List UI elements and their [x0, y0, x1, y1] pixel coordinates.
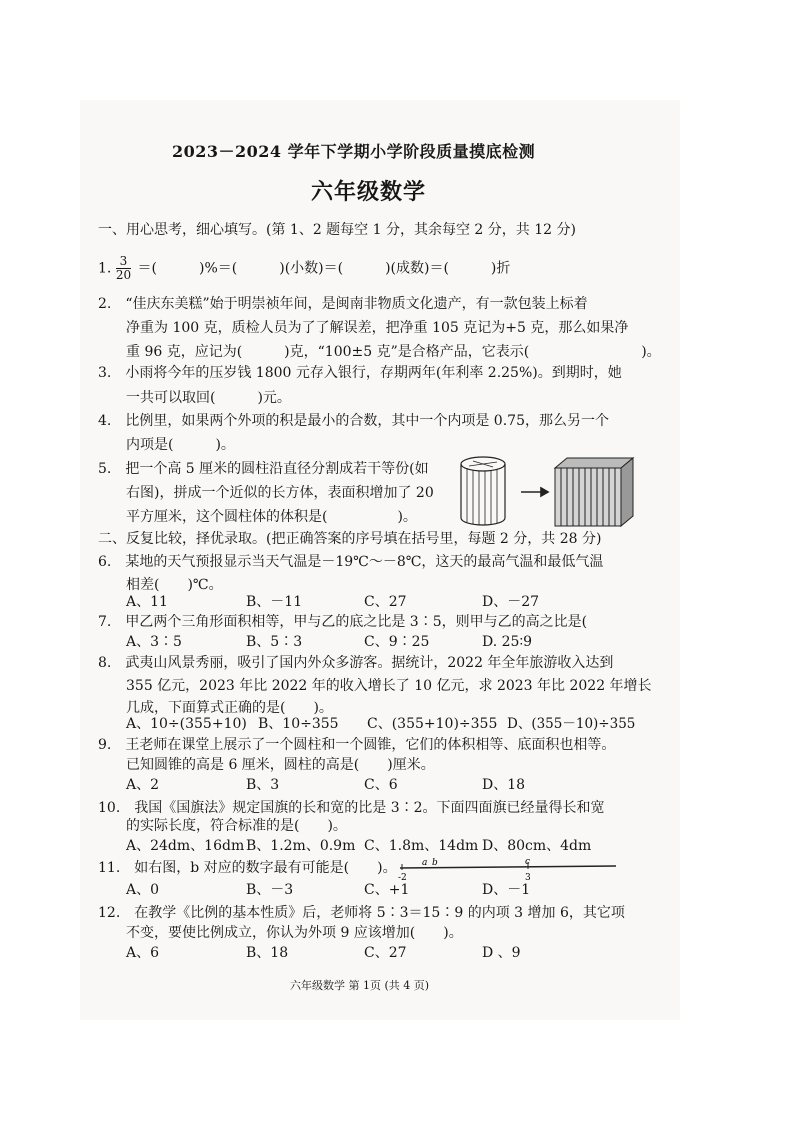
- fraction-denominator: 20: [115, 268, 132, 282]
- question-7-option-b: B、5∶3: [246, 634, 303, 650]
- question-10-line-1: 10. 我国《国旗法》规定国旗的长和宽的比是 3∶2。下面四面旗已经量得长和宽: [98, 800, 605, 816]
- cuboid-illustration: [555, 458, 633, 526]
- cylinder-to-cuboid-figure: [455, 452, 645, 532]
- section-1-heading: 一、用心思考，细心填写。(第 1、2 题每空 1 分，其余每空 2 分，共 12 分): [98, 222, 576, 238]
- question-11-line-1: 11. 如右图，b 对应的数字最有可能是( )。: [98, 860, 397, 876]
- question-2-line-1: 2. “佳庆东美糕”始于明崇祯年间，是闽南非物质文化遗产，有一款包装上标着: [98, 296, 588, 312]
- question-9-option-c: C、6: [364, 777, 398, 793]
- section-2-heading: 二、反复比较，择优录取。(把正确答案的序号填在括号里，每题 2 分，共 28 分): [98, 531, 602, 547]
- label-b: b: [432, 858, 438, 868]
- question-9-option-a: A、2: [126, 777, 160, 793]
- question-8-option-d: D、(355－10)÷355: [507, 716, 636, 732]
- question-10-option-a: A、24dm、16dm: [126, 838, 245, 854]
- question-7-option-c: C、9∶25: [364, 634, 430, 650]
- question-10-option-d: D、80cm、4dm: [482, 838, 592, 854]
- exam-title: 2023－2024 学年下学期小学阶段质量摸底检测: [172, 142, 536, 161]
- number-line-figure: [398, 856, 618, 882]
- question-1: [98, 255, 510, 282]
- question-6-line-2: 相差( )℃。: [126, 577, 223, 593]
- question-12-option-a: A、6: [126, 945, 160, 961]
- fraction-numerator: 3: [116, 255, 131, 269]
- question-4-line-1: 4. 比例里，如果两个外项的积是最小的合数，其中一个内项是 0.75，那么另一个: [98, 413, 609, 429]
- question-11-option-c: C、+1: [364, 882, 410, 898]
- question-11-option-d: D、－1: [482, 882, 531, 898]
- question-4-line-2: 内项是( )。: [126, 437, 235, 453]
- question-7-option-a: A、3∶5: [126, 634, 182, 650]
- question-text: ＝( )%＝( )(小数)＝( )(成数)＝( )折: [137, 260, 511, 277]
- cylinder-illustration: [461, 457, 505, 525]
- question-number: 1.: [98, 260, 112, 277]
- question-2-line-3: 重 96 克，应记为( )克，“100±5 克”是合格产品，它表示( )。: [126, 344, 661, 360]
- question-8-line-2: 355 亿元，2023 年比 2022 年的收入增长了 10 亿元，求 2023 年比 2022 年增长: [126, 678, 652, 694]
- question-8-option-c: C、(355+10)÷355: [367, 716, 498, 732]
- question-9-option-b: B、3: [246, 777, 280, 793]
- question-7-option-d: D. 25∶9: [482, 634, 532, 650]
- label-a: a: [422, 858, 428, 868]
- question-3-line-2: 一共可以取回( )元。: [126, 390, 291, 406]
- question-7-line-1: 7. 甲乙两个三角形面积相等，甲与乙的底之比是 3∶5，则甲与乙的高之比是(: [98, 614, 588, 630]
- question-6-option-a: A、11: [126, 594, 168, 610]
- question-6-option-c: C、27: [364, 594, 407, 610]
- label-c: c: [525, 857, 531, 867]
- fraction: [116, 255, 131, 282]
- question-11-option-a: A、0: [126, 882, 160, 898]
- subject-title: 六年级数学: [311, 179, 427, 205]
- question-5-line-3: 平方厘米，这个圆柱体的体积是( )。: [126, 509, 417, 525]
- question-9-option-d: D、18: [482, 777, 526, 793]
- question-12-line-1: 12. 在教学《比例的基本性质》后，老师将 5∶3＝15∶9 的内项 3 增加 6，其它项: [98, 905, 625, 921]
- question-12-line-2: 不变，要使比例成立，你认为外项 9 应该增加( )。: [126, 925, 463, 941]
- question-8-option-b: B、10÷355: [258, 716, 339, 732]
- question-12-option-d: D 、9: [482, 945, 521, 961]
- question-2-line-2: 净重为 100 克，质检人员为了了解误差，把净重 105 克记为+5 克，那么如果净: [126, 320, 629, 336]
- question-6-line-1: 6. 某地的天气预报显示当天气温是－19℃～－8℃，这天的最高气温和最低气温: [98, 554, 604, 570]
- question-5-line-1: 5. 把一个高 5 厘米的圆柱沿直径分割成若干等份(如: [98, 461, 429, 477]
- question-9-line-1: 9. 王老师在课堂上展示了一个圆柱和一个圆锥，它们的体积相等、底面积也相等。: [98, 737, 616, 753]
- question-8-option-a: A、10÷(355+10): [126, 716, 247, 732]
- label-minus-two: -2: [398, 873, 407, 882]
- question-5-line-2: 右图)，拼成一个近似的长方体，表面积增加了 20: [126, 485, 434, 501]
- arrow-icon: [521, 488, 548, 496]
- question-11-option-b: B、－3: [246, 882, 294, 898]
- question-12-option-c: C、27: [364, 945, 407, 961]
- label-three: 3: [525, 873, 531, 882]
- question-8-line-1: 8. 武夷山风景秀丽，吸引了国内外众多游客。据统计，2022 年全年旅游收入达到: [98, 655, 614, 671]
- page-footer: 六年级数学 第 1页 (共 4 页): [290, 979, 430, 992]
- question-9-line-2: 已知圆锥的高是 6 厘米，圆柱的高是( )厘米。: [126, 757, 435, 773]
- question-12-option-b: B、18: [246, 945, 289, 961]
- question-8-line-3: 几成，下面算式正确的是( )。: [126, 700, 333, 716]
- question-10-option-b: B、1.2m、0.9m: [246, 838, 356, 854]
- question-10-option-c: C、1.8m、14dm: [364, 838, 479, 854]
- question-3-line-1: 3. 小雨将今年的压岁钱 1800 元存入银行，存期两年(年利率 2.25%)。到期时，她: [98, 365, 622, 381]
- question-6-option-d: D、－27: [482, 594, 540, 610]
- question-10-line-2: 的实际长度，符合标准的是( )。: [126, 818, 347, 834]
- question-6-option-b: B、－11: [246, 594, 303, 610]
